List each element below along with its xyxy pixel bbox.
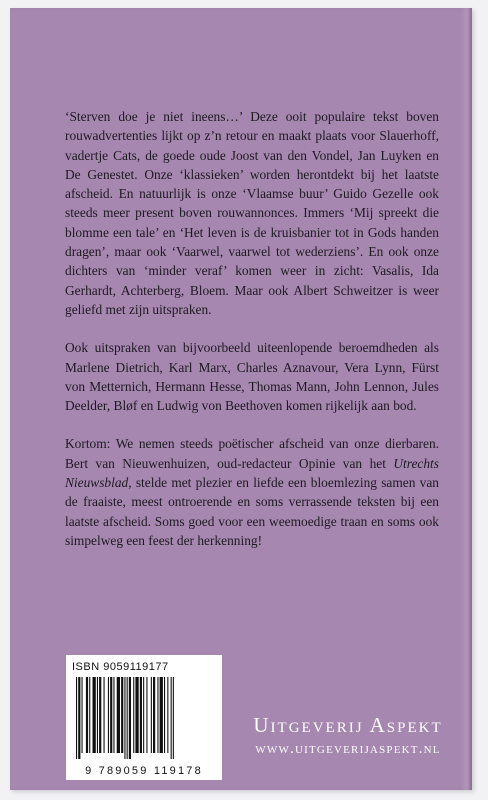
barcode-bar [140,677,142,753]
barcode-bar [104,677,105,753]
blurb-paragraph-2: Ook uitspraken van bijvoorbeeld uiteenlopende beroemdheden als Marlene Dietrich, Karl Marx, Charles Aznavour, Vera Lynn, Fürst von Metternich, Hermann Hesse, Thomas Mann, John Lennon, Jules Deelder, Bløf en Ludwig von Beethoven komen rijkelijk aan bod. [65,340,439,414]
blurb-paragraph-3 [65,434,439,550]
barcode-bar [113,677,114,753]
newspaper-title: Utrechts Nieuwsblad [65,455,439,491]
barcode-bar [157,677,158,753]
barcode-icon [76,677,212,759]
barcode-bar [117,677,120,753]
ean-digits: 9 789059 119178 [85,765,203,777]
blurb-paragraph-3-end: , stelde met plezier en liefde een bloemlezing samen van de fraaiste, meest ontroerende en soms verrassende teksten bij een laatste afscheid. Soms goed voor een weemoedige traan en soms ook simpelweg een feest der herkenning! [65,475,439,548]
book-back-cover [10,8,472,790]
publisher-block [238,713,458,758]
barcode-bar [133,677,134,753]
blurb-text [65,107,439,569]
barcode-panel [66,655,222,780]
barcode-bar [93,677,96,753]
barcode-bar [124,677,125,759]
barcode-bar [89,677,90,753]
barcode-bar [121,677,123,753]
publisher-url: www.uitgeverijaspekt.nl [255,741,441,757]
barcode-bar [164,677,165,753]
barcode-bar [97,677,98,753]
isbn-label: ISBN 9059119177 [72,661,169,673]
cover-edge-shading [460,8,472,790]
barcode-bar [78,677,80,759]
barcode-bar [146,677,147,753]
barcode-bar [151,677,152,753]
blurb-paragraph-3-start: Kortom: We nemen steeds poëtischer afscheid van onze dierbaren. Bert van Nieuwenhuizen, oud-redacteur Opinie van het [65,436,439,471]
barcode-bar [82,677,83,753]
barcode-bar [108,677,109,753]
barcode-bar [143,677,144,753]
barcode-bar [127,677,128,759]
barcode-bar [99,677,101,753]
barcode-bar [167,677,168,753]
publisher-name: Uitgeverij Aspekt [253,713,443,737]
barcode-bar [110,677,112,753]
barcode-bar [173,677,174,759]
blurb-paragraph-1: ‘Sterven doe je niet ineens…’ Deze ooit populaire tekst boven rouwadvertenties lijkt op z’n retour en maakt plaats voor Slauerhoff, vadertje Cats, de goede oude Joost van den Vondel, Jan Luyken en De Genestet. Onze ‘klassieken’ worden herontdekt bij het laatste afscheid. En natuurlijk is onze ‘Vlaamse buur’ Guido Gezelle ook steeds meer present boven rouwannonces. Immers ‘Mij spreekt die blomme een tale’ en ‘Het leven is de kruisbanier tot in Gods handen dragen’, maar ook ‘Vaarwel, vaarwel tot wederziens’. En ook onze dichters van ‘minder veraf’ komen weer in zicht: Vasalis, Ida Gerhardt, Achterberg, Bloem. Maar ook Albert Schweitzer is weer geliefd met zijn uitspraken. [65,109,439,317]
barcode-bar [129,677,131,759]
barcode-bar [171,677,172,759]
barcode-bar [135,677,138,753]
barcode-bar [153,677,155,753]
barcode-bar [86,677,88,753]
barcode-bar [160,677,163,753]
barcode-bar [76,677,77,759]
